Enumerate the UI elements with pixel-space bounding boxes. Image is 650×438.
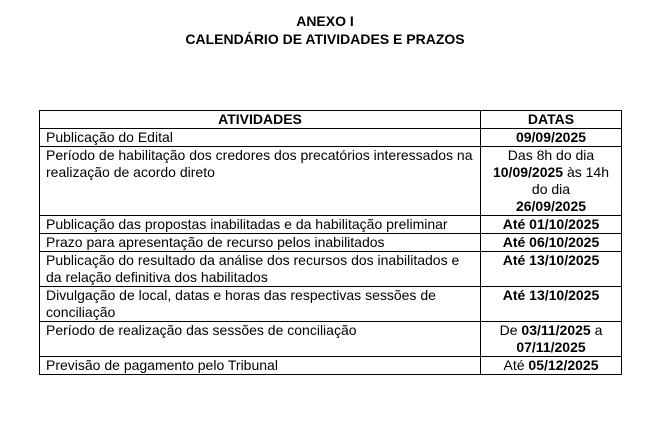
date-cell — [481, 129, 622, 147]
table-row — [40, 234, 622, 252]
table-row — [40, 357, 622, 375]
table-row — [40, 129, 622, 147]
date-text: 26/09/2025 — [515, 198, 587, 214]
activity-cell: Publicação do Edital — [40, 129, 481, 147]
date-text: 05/12/2025 — [528, 357, 599, 373]
date-cell — [481, 357, 622, 375]
date-cell — [481, 322, 622, 357]
table-row — [40, 216, 622, 234]
date-text: 10/09/2025 — [492, 164, 564, 180]
date-cell — [481, 216, 622, 234]
date-text: Até 06/10/2025 — [502, 234, 600, 250]
activity-cell: Prazo para apresentação de recurso pelos inabilitados — [40, 234, 481, 252]
date-cell — [481, 287, 622, 322]
activity-cell: Publicação do resultado da análise dos recursos dos inabilitados e da relação definitiva dos habilitados — [40, 252, 481, 287]
date-text: De — [499, 322, 522, 338]
date-text: Até — [503, 357, 529, 373]
date-cell — [481, 234, 622, 252]
date-text: às 14h do dia — [531, 164, 609, 197]
activity-cell: Publicação das propostas inabilitadas e da habilitação preliminar — [40, 216, 481, 234]
date-text: 07/11/2025 — [516, 339, 586, 355]
activity-cell: Previsão de pagamento pelo Tribunal — [40, 357, 481, 375]
activity-cell: Período de habilitação dos credores dos precatórios interessados na realização de acordo direto — [40, 147, 481, 216]
activity-cell: Divulgação de local, datas e horas das respectivas sessões de conciliação — [40, 287, 481, 322]
activities-table — [39, 110, 622, 375]
date-cell — [481, 252, 622, 287]
table-row — [40, 287, 622, 322]
activity-cell: Período de realização das sessões de conciliação — [40, 322, 481, 357]
date-text: Até 13/10/2025 — [502, 287, 600, 303]
table-header-row — [40, 111, 622, 129]
date-text: 09/09/2025 — [515, 129, 587, 145]
table-row — [40, 322, 622, 357]
column-header-activities: ATIVIDADES — [40, 111, 481, 129]
calendar-title: CALENDÁRIO DE ATIVIDADES E PRAZOS — [185, 31, 465, 47]
column-header-dates: DATAS — [481, 111, 622, 129]
date-text: Até 01/10/2025 — [502, 216, 600, 232]
date-cell — [481, 147, 622, 216]
date-text: 03/11/2025 — [521, 322, 591, 338]
annex-title: ANEXO I — [296, 13, 354, 29]
date-text: a — [590, 322, 603, 338]
date-text: Até 13/10/2025 — [502, 252, 600, 268]
table-row — [40, 252, 622, 287]
table-row — [40, 147, 622, 216]
date-text: Das 8h do dia — [507, 147, 595, 163]
